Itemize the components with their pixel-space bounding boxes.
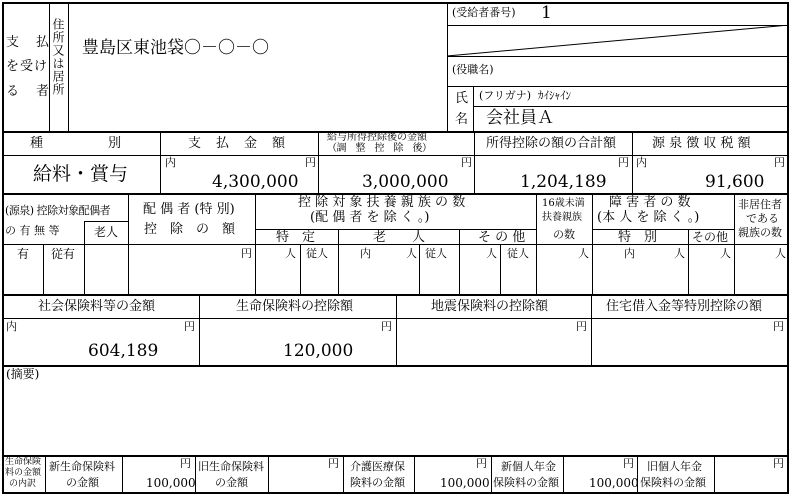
life-yen-unit: 円 — [381, 320, 392, 333]
housing-yen-unit: 円 — [773, 320, 784, 333]
total-deductions-header: 所得控除の額の合計額 — [486, 136, 617, 151]
new-pension-label-b: 保険料の金額 — [493, 476, 559, 489]
disabled-title: 障 害 者 の 数 — [609, 195, 691, 210]
address-value: 豊島区東池袋〇－〇－〇 — [82, 38, 269, 58]
withholding-yen-unit: 円 — [774, 156, 785, 169]
elderly-inside-unit: 内 — [360, 247, 371, 260]
payee-label-line2: を受け — [6, 59, 49, 74]
breakdown-label-b: 料の金額 — [5, 468, 42, 478]
social-inside-unit: 内 — [6, 320, 17, 333]
payment-amount-value: 4,300,000 — [212, 172, 299, 192]
disabled-subtitle: (本 人 を 除 く 。) — [597, 210, 700, 225]
old-life-label-b: の金額 — [215, 476, 248, 489]
new-life-yen: 円 — [180, 457, 191, 470]
others-dependents-header: そ の 他 — [478, 230, 526, 245]
withholding-inside-unit: 内 — [636, 156, 647, 169]
after-deduction-header: 給与所得控除後の金額 — [327, 132, 427, 143]
earthquake-insurance-header: 地震保険料の控除額 — [431, 299, 549, 314]
spouse-deduction-header: (源泉) 控除対象配偶者 — [5, 204, 111, 217]
disabled-special-header: 特 別 — [618, 230, 658, 245]
address-label: 住所又は居所 — [51, 18, 65, 96]
furigana-value: ｶｲｼｬｲﾝ — [538, 89, 571, 102]
nonresident-header-c: 親族の数 — [738, 226, 782, 239]
position-label: (役職名) — [452, 63, 494, 76]
payment-amount-header: 支 払 金 額 — [188, 136, 287, 151]
new-pension-value: 100,000 — [589, 476, 639, 490]
old-pension-yen: 円 — [773, 457, 784, 470]
nursing-yen: 円 — [476, 457, 487, 470]
name-label-a: 氏 — [455, 91, 469, 106]
type-header: 種 別 — [30, 136, 122, 151]
special-spouse-subheader: 控 除 の 額 — [144, 222, 236, 237]
under16-header-c: の数 — [553, 228, 575, 241]
elderly-subordinate-unit: 従人 — [425, 247, 447, 260]
housing-loan-header: 住宅借入金等特別控除の額 — [606, 299, 763, 314]
old-life-yen: 円 — [328, 457, 339, 470]
spouse-elderly-header: 老人 — [94, 225, 119, 239]
payee-label-line3: る 者 — [6, 84, 52, 99]
summary-label: (摘要) — [6, 367, 40, 381]
payment-inside-unit: 内 — [165, 156, 176, 169]
elderly-person-unit: 人 — [406, 247, 417, 260]
old-pension-label-a: 旧個人年金 — [647, 460, 702, 473]
recipient-number-label: (受給者番号) — [452, 6, 516, 19]
others-subordinate-unit: 従人 — [507, 247, 529, 260]
withholding-slip-frame — [2, 2, 789, 494]
specific-person-unit: 人 — [285, 247, 296, 260]
life-insurance-header: 生命保険料の控除額 — [236, 299, 354, 314]
specific-header: 特 定 — [276, 230, 316, 245]
under16-person-unit: 人 — [578, 247, 589, 260]
social-yen-unit: 円 — [184, 320, 195, 333]
nonresident-header-a: 非居住者 — [738, 198, 782, 211]
special-spouse-yen: 円 — [241, 247, 252, 260]
furigana-label: (フリガナ) — [479, 89, 532, 102]
nonresident-header-b: である — [746, 212, 779, 225]
blank-diagonal-mark — [447, 25, 789, 56]
new-life-label-a: 新生命保険料 — [49, 460, 115, 473]
new-life-value: 100,000 — [146, 476, 196, 490]
name-value: 会社員Ａ — [486, 108, 554, 128]
income-type-value: 給料・賞与 — [33, 163, 129, 185]
spouse-exists-subheader: の 有 無 等 — [5, 224, 60, 237]
breakdown-label-a: 生命保険 — [5, 457, 42, 467]
payment-yen-unit: 円 — [305, 156, 316, 169]
after-deduction-value: 3,000,000 — [362, 172, 449, 192]
nonresident-person-unit: 人 — [775, 247, 786, 260]
dependents-title: 控 除 対 象 扶 養 親 族 の 数 — [298, 195, 466, 210]
social-insurance-header: 社会保険料等の金額 — [38, 299, 156, 314]
disabled-others-header: その他 — [692, 230, 729, 244]
recipient-number-value: 1 — [541, 3, 552, 23]
breakdown-label-c: の内訳 — [9, 479, 37, 489]
withholding-tax-header: 源 泉 徴 収 税 額 — [652, 136, 751, 151]
dependents-subtitle: (配 偶 者 を 除 く 。) — [310, 210, 430, 225]
after-deduction-yen-unit: 円 — [461, 156, 472, 169]
elderly-dependents-header: 老 人 — [373, 230, 426, 245]
payee-label-line1: 支 払 — [6, 35, 52, 50]
name-label-b: 名 — [455, 112, 469, 127]
specific-subordinate-unit: 従人 — [306, 247, 328, 260]
old-pension-label-b: 保険料の金額 — [640, 476, 706, 489]
spouse-has-value: 有 — [17, 247, 30, 261]
withholding-tax-value: 91,600 — [705, 172, 765, 192]
total-deductions-yen-unit: 円 — [618, 156, 629, 169]
nursing-label-a: 介護医療保 — [350, 460, 405, 473]
life-insurance-value: 120,000 — [283, 341, 354, 361]
total-deductions-value: 1,204,189 — [520, 172, 607, 192]
new-pension-label-a: 新個人年金 — [501, 460, 556, 473]
disabled-inside-unit: 内 — [624, 247, 635, 260]
special-spouse-header: 配 偶 者 (特 別) — [143, 202, 235, 217]
spouse-subordinate-value: 従有 — [51, 247, 76, 261]
after-deduction-subheader: （調 整 控 除 後） — [327, 143, 432, 154]
social-insurance-value: 604,189 — [88, 341, 159, 361]
under16-header-a: 16歳未満 — [542, 198, 585, 209]
under16-header-b: 扶養親族 — [542, 212, 582, 223]
nursing-label-b: 険料の金額 — [350, 476, 405, 489]
new-life-label-b: の金額 — [66, 476, 99, 489]
earthquake-yen-unit: 円 — [576, 320, 587, 333]
nursing-value: 100,000 — [440, 476, 490, 490]
disabled-others-person-unit: 人 — [720, 247, 731, 260]
others-person-unit: 人 — [486, 247, 497, 260]
new-pension-yen: 円 — [623, 457, 634, 470]
old-life-label-a: 旧生命保険料 — [198, 460, 264, 473]
disabled-special-person-unit: 人 — [674, 247, 685, 260]
